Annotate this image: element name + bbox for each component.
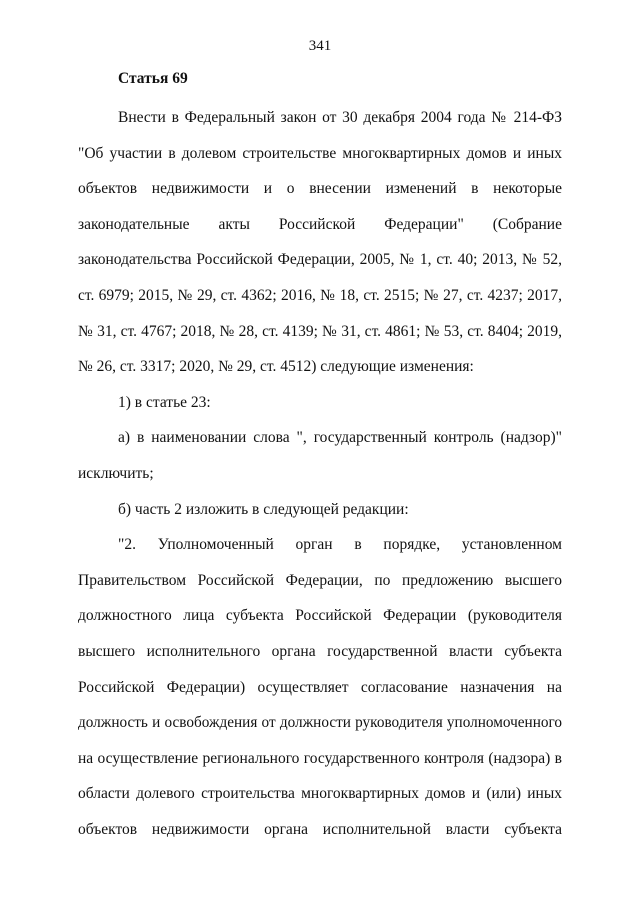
text-line: № 26, ст. 3317; 2020, № 29, ст. 4512) следующие изменения: (78, 358, 474, 376)
text-line: высшего исполнительного органа государственной власти субъекта (78, 642, 562, 660)
text-line: на осуществление регионального государственного контроля (надзора) в (78, 749, 562, 767)
text-line: 1) в статье 23: (118, 393, 211, 411)
article-body (78, 100, 562, 847)
text-line: должностного лица субъекта Российской Федерации (руководителя (78, 607, 562, 625)
text-line: ст. 6979; 2015, № 29, ст. 4362; 2016, № 18, ст. 2515; № 27, ст. 4237; 2017, (78, 286, 562, 304)
text-line: области долевого строительства многоквартирных домов и (или) иных (78, 785, 562, 803)
text-line: № 31, ст. 4767; 2018, № 28, ст. 4139; № 31, ст. 4861; № 53, ст. 8404; 2019, (78, 322, 562, 340)
text-line: законодательства Российской Федерации, 2005, № 1, ст. 40; 2013, № 52, (78, 251, 562, 269)
page-number: 341 (308, 38, 332, 54)
text-line: объектов недвижимости органа исполнительной власти субъекта (78, 820, 562, 838)
text-line: Российской Федерации) осуществляет согласование назначения на (78, 678, 562, 696)
text-line: "Об участии в долевом строительстве многоквартирных домов и иных (78, 144, 562, 162)
text-line: "2. Уполномоченный орган в порядке, установленном (118, 536, 562, 554)
text-line: исключить; (78, 464, 154, 482)
text-line: б) часть 2 изложить в следующей редакции: (118, 500, 409, 518)
text-line: объектов недвижимости и о внесении изменений в некоторые (78, 180, 562, 198)
article-title: Статья 69 (118, 70, 188, 87)
text-line: должность и освобождения от должности руководителя уполномоченного (78, 714, 562, 732)
text-line: а) в наименовании слова ", государственный контроль (надзор)" (118, 429, 562, 447)
text-line: Внести в Федеральный закон от 30 декабря 2004 года № 214-ФЗ (118, 109, 562, 126)
text-line: Правительством Российской Федерации, по предложению высшего (78, 571, 562, 589)
text-line: законодательные акты Российской Федерации" (Собрание (78, 215, 562, 233)
